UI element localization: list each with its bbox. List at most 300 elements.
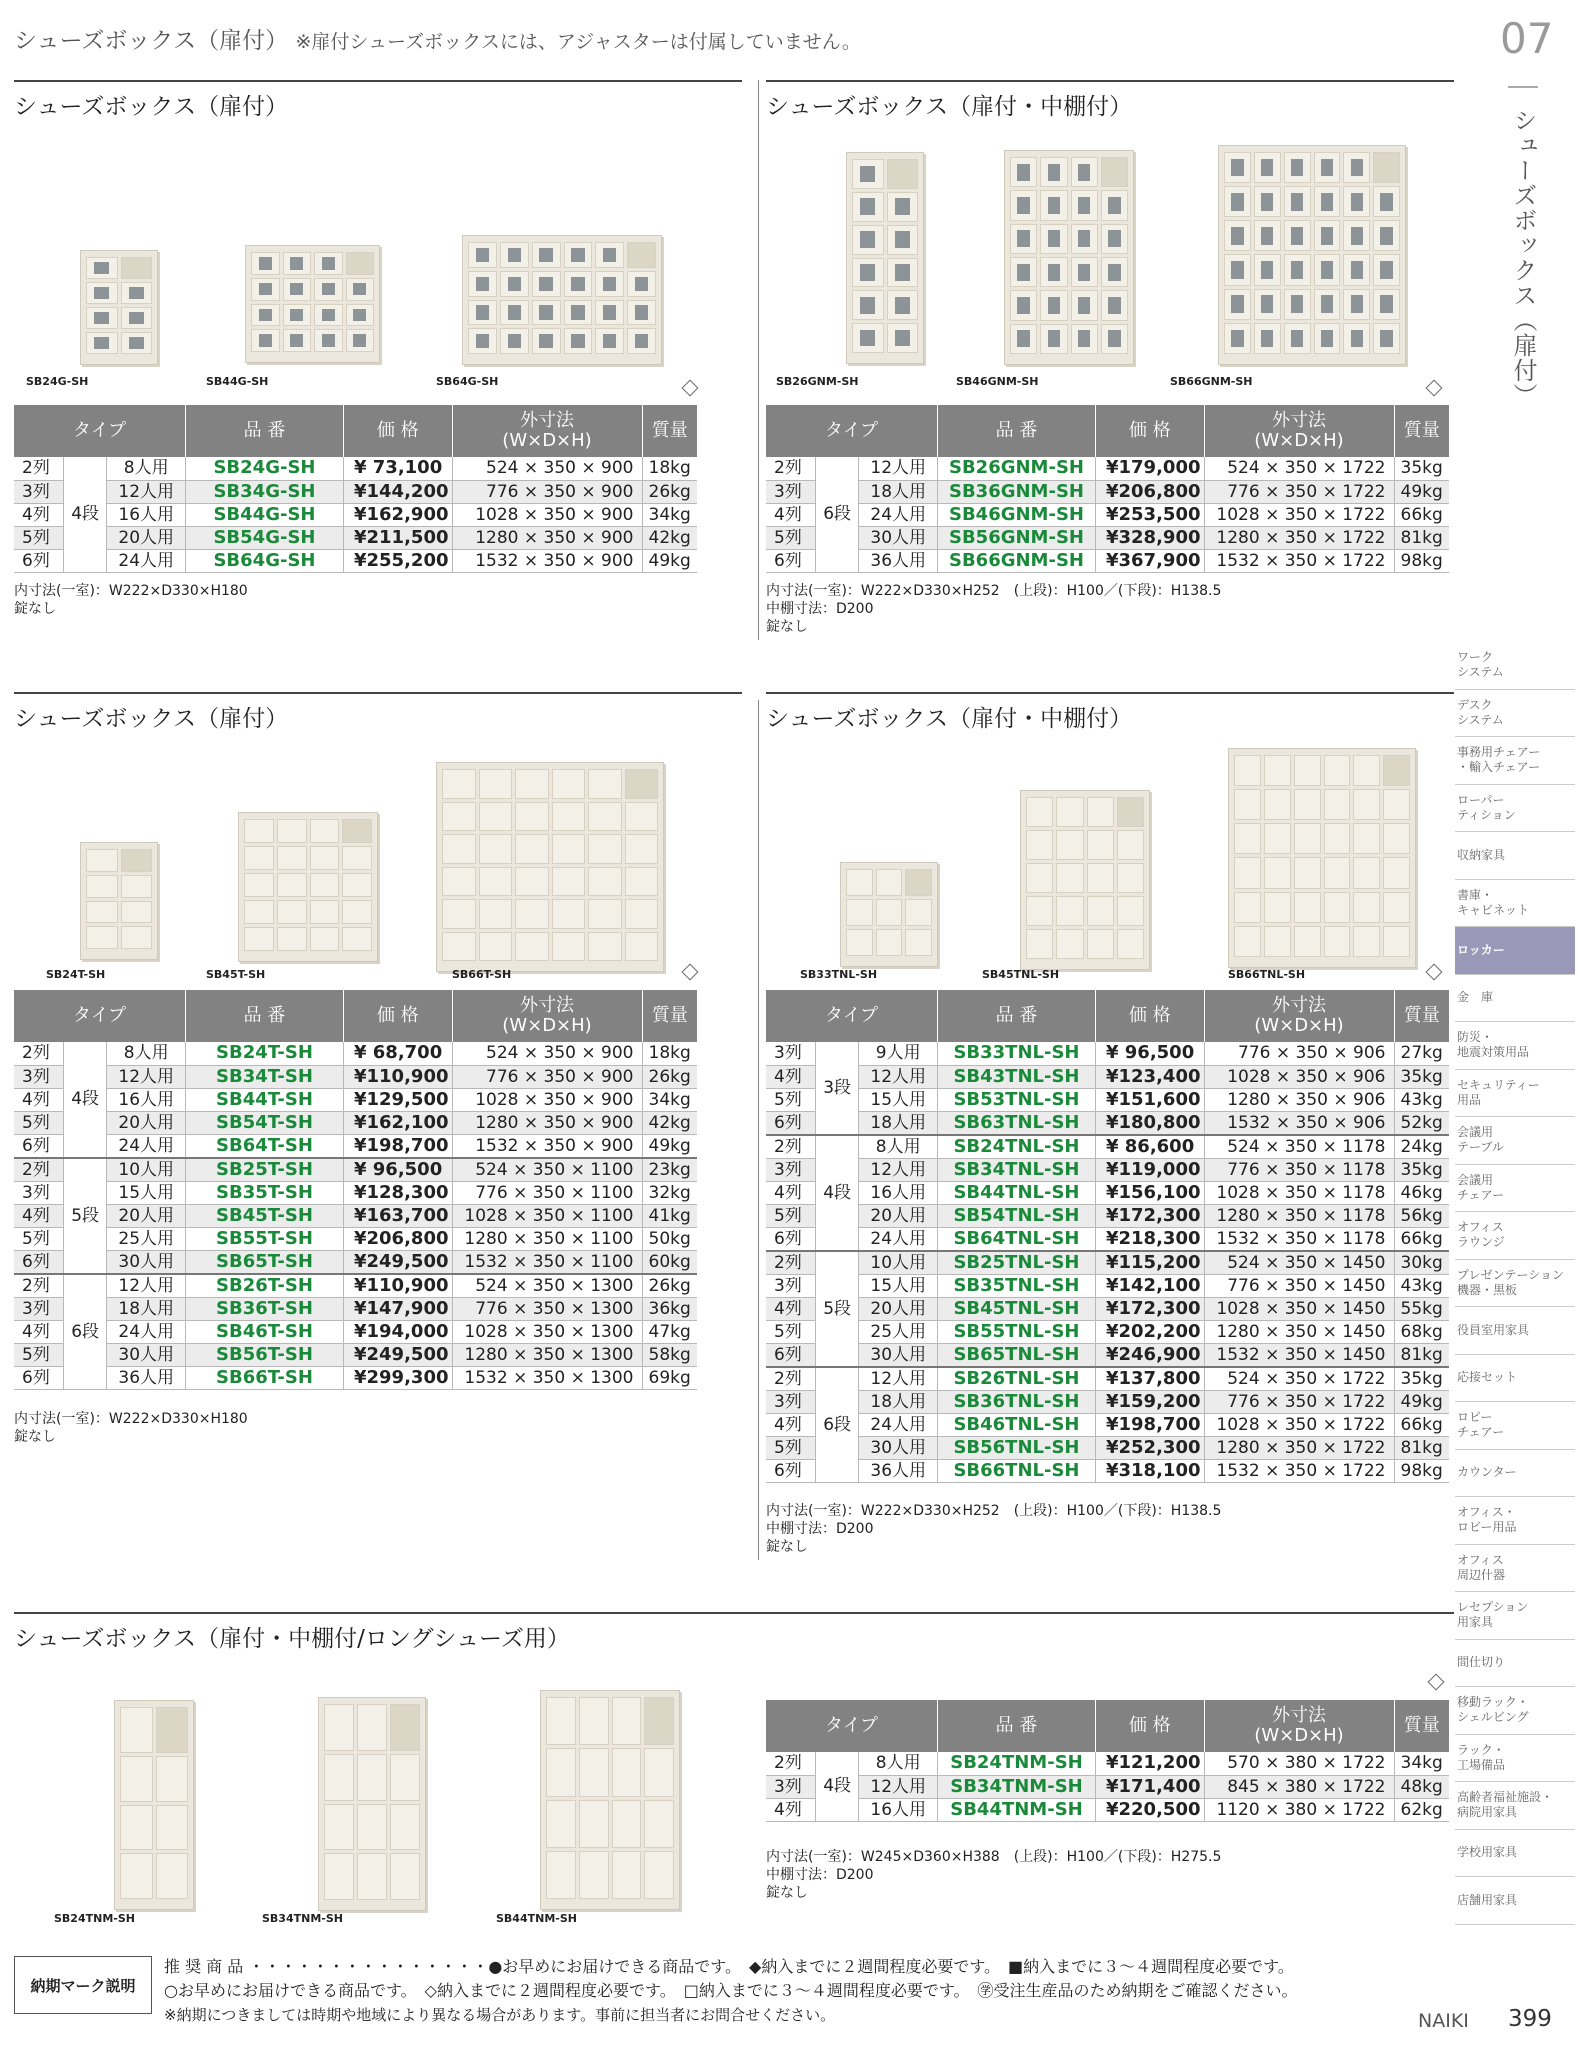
cabinet-door [251,252,280,275]
cabinet-door [310,873,340,897]
cabinet-door [1383,755,1410,786]
cabinet-door [1087,896,1114,926]
cabinet-door [346,278,375,301]
cell-capacity: 24人用 [107,1320,186,1343]
cabinet-door [1101,290,1128,320]
cabinet-door [1040,157,1067,187]
cell-dimensions: 1120 × 380 × 1722 [1204,1798,1394,1821]
cabinet-door [1071,324,1098,354]
table-row [766,1436,1449,1459]
cabinet-door [625,899,659,929]
product-image-sb24t [80,842,158,960]
cell-price: ¥151,600 [1095,1088,1204,1111]
section-title: シューズボックス（扉付） [14,706,289,732]
spec-notes [766,1848,1221,1902]
cabinet-door [515,802,549,832]
cell-columns: 4列 [766,1181,815,1204]
cell-columns: 6列 [14,1134,63,1158]
cabinet-door [1026,896,1053,926]
cell-dimensions: 524 × 350 × 1300 [452,1274,642,1298]
cabinet-door [86,875,118,898]
column-divider [758,700,759,1560]
cabinet-door [1324,892,1351,923]
cabinet-door [500,300,529,326]
delivery-mark-icon [1426,964,1443,981]
cabinet-door [1373,152,1400,183]
cell-mass: 58kg [642,1343,697,1366]
section-title: シューズボックス（扉付・中棚付） [766,706,1133,732]
cabinet-door [612,1800,642,1848]
cabinet-door [479,769,513,799]
cabinet-door [479,899,513,929]
brand-name: NAIKI [1418,2010,1469,2032]
sidebar-item-label: ラック・ 工場備品 [1457,1742,1506,1772]
table-row [766,1297,1449,1320]
sidebar-item-label: レセプション 用家具 [1457,1600,1529,1630]
product-label: SB45T-SH [206,968,266,981]
sidebar-item[interactable] [1455,832,1575,880]
product-label: SB66GNM-SH [1170,375,1253,388]
cabinet-door [1026,797,1053,827]
cabinet-door [876,899,903,926]
cabinet-door [1234,892,1261,923]
cabinet-door [1284,254,1311,285]
dims-sublabel: (W×D×H) [502,1015,592,1036]
cell-columns: 2列 [766,457,815,480]
cell-price: ¥218,300 [1095,1227,1204,1251]
cell-dimensions: 524 × 350 × 1450 [1204,1251,1394,1275]
cabinet-door [1101,257,1128,287]
cell-mass: 49kg [642,1134,697,1158]
cabinet-door [846,869,873,896]
cabinet-door [1224,186,1251,217]
col-header-price: 価 格 [343,990,452,1042]
cabinet-door [887,225,919,255]
cabinet-door [1071,257,1098,287]
table-row [14,1181,697,1204]
cell-mass: 35kg [1394,1367,1449,1391]
cell-dimensions: 1028 × 350 × 1722 [1204,1413,1394,1436]
cabinet-door-grid [846,869,932,956]
cell-product-code: SB24G-SH [185,457,343,480]
cabinet-door [1040,290,1067,320]
sidebar-item-label: セキュリティー 用品 [1457,1077,1540,1107]
table-row [14,480,697,503]
cell-price: ¥211,500 [343,526,452,549]
sidebar-item-label: オフィス 周辺什器 [1457,1552,1506,1582]
sidebar-item[interactable] [1455,1450,1575,1498]
cell-price: ¥156,100 [1095,1181,1204,1204]
sidebar-item[interactable] [1455,1592,1575,1640]
section-title: シューズボックス（扉付・中棚付） [766,94,1133,120]
cell-columns: 5列 [766,1320,815,1343]
cabinet-door [1343,220,1370,251]
cell-price: ¥246,900 [1095,1343,1204,1367]
cell-columns: 2列 [766,1752,815,1775]
chapter-divider [1508,86,1538,88]
cabinet-door-grid [546,1697,674,1899]
cabinet-door [244,927,274,951]
table-row [766,1065,1449,1088]
cell-capacity: 24人用 [859,1227,938,1251]
product-image-sb66gnm [1218,145,1406,365]
cabinet-door [310,846,340,870]
cabinet-door [852,258,884,288]
cabinet-door [468,328,497,354]
cell-dimensions: 524 × 350 × 1722 [1204,1367,1394,1391]
cell-price: ¥ 68,700 [343,1042,452,1065]
cell-columns: 4列 [766,1065,815,1088]
cell-mass: 18kg [642,457,697,480]
cabinet-door [1314,220,1341,251]
cell-mass: 27kg [1394,1042,1449,1065]
cabinet-door [532,242,561,268]
cell-columns: 2列 [14,457,63,480]
note-line: 錠なし [766,1885,808,1901]
spec-notes [766,582,1221,636]
note-line: 内寸法(一室)：W222×D330×H252 (上段)：H100／(下段)：H138.5 [766,583,1222,599]
cell-columns: 6列 [14,1366,63,1389]
cabinet-door [1373,254,1400,285]
sidebar-item[interactable] [1455,1165,1575,1213]
cabinet-door [442,899,476,929]
sidebar-item-label: 高齢者福祉施設・ 病院用家具 [1457,1790,1554,1820]
col-header-code: 品 番 [185,405,343,457]
cabinet-door [1040,324,1067,354]
cell-capacity: 8人用 [859,1135,938,1159]
cell-columns: 5列 [14,1227,63,1250]
cell-product-code: SB64T-SH [185,1134,343,1158]
cabinet-door [314,304,343,327]
sidebar-item[interactable] [1455,1212,1575,1260]
cabinet-door [852,323,884,353]
col-header-dims [1204,405,1394,457]
cell-dimensions: 845 × 380 × 1722 [1204,1775,1394,1798]
cabinet-door [442,834,476,864]
cell-price: ¥142,100 [1095,1274,1204,1297]
cabinet-door [390,1804,420,1851]
cell-dimensions: 1280 × 350 × 1178 [1204,1204,1394,1227]
table-row [14,1204,697,1227]
cabinet-door [1353,789,1380,820]
cabinet-door [579,1697,609,1745]
cell-capacity: 30人用 [107,1250,186,1274]
cabinet-door [1234,857,1261,888]
cell-price: ¥110,900 [343,1274,452,1298]
sidebar-item[interactable] [1455,785,1575,833]
table-row [766,1204,1449,1227]
cell-mass: 68kg [1394,1320,1449,1343]
cabinet-door [887,323,919,353]
sidebar-item[interactable] [1455,1830,1575,1878]
col-header-dims [452,405,642,457]
cell-columns: 4列 [766,503,815,526]
cell-capacity: 30人用 [859,526,938,549]
cabinet-door [1254,152,1281,183]
cell-product-code: SB54TNL-SH [937,1204,1095,1227]
cabinet-door [876,929,903,956]
cell-columns: 5列 [766,1204,815,1227]
cabinet-door [1254,186,1281,217]
cell-stages: 4段 [815,1135,859,1251]
cabinet-door [86,257,118,279]
sidebar-item[interactable] [1455,1355,1575,1403]
cabinet-door-grid [1026,797,1144,959]
sidebar-item[interactable] [1455,737,1575,785]
sidebar-item[interactable] [1455,880,1575,928]
cell-dimensions: 1028 × 350 × 1178 [1204,1181,1394,1204]
dims-label: 外寸法 [520,995,574,1016]
cell-columns: 4列 [14,1088,63,1111]
product-image-sb45t [238,812,378,962]
sidebar-item-label: カウンター [1457,1465,1517,1480]
cell-stages: 3段 [815,1042,859,1135]
cell-dimensions: 1532 × 350 × 1450 [1204,1343,1394,1367]
cabinet-door [86,332,118,354]
cabinet-door [1324,755,1351,786]
cell-capacity: 10人用 [859,1251,938,1275]
cell-capacity: 20人用 [107,1204,186,1227]
sidebar-item[interactable] [1455,1402,1575,1450]
cabinet-door [1314,289,1341,320]
cabinet-door [277,873,307,897]
sidebar-item[interactable] [1455,1782,1575,1830]
sidebar-item[interactable] [1455,1497,1575,1545]
sidebar-item-label: オフィス・ ロビー用品 [1457,1505,1517,1535]
cabinet-door [121,875,153,898]
cabinet-door [1373,323,1400,354]
cell-columns: 6列 [14,1250,63,1274]
cell-capacity: 24人用 [107,549,186,572]
table-row [14,1042,697,1065]
cell-product-code: SB66T-SH [185,1366,343,1389]
cabinet-door [515,932,549,962]
cabinet-door [1343,323,1370,354]
cabinet-door [627,328,656,354]
cabinet-door [1087,830,1114,860]
cell-price: ¥172,300 [1095,1297,1204,1320]
cabinet-door [1373,220,1400,251]
sidebar-item-label: 役員室用家具 [1457,1322,1530,1337]
cabinet-door [500,328,529,354]
dims-label: 外寸法 [520,410,574,431]
cabinet-door [1373,289,1400,320]
col-header-code: 品 番 [937,1700,1095,1752]
cabinet-door [552,802,586,832]
cabinet-door [86,282,118,304]
delivery-legend [14,1950,1454,2022]
sidebar-item-label: ローパー ティション [1457,792,1516,822]
cabinet-door-grid [251,252,374,352]
cabinet-door [532,271,561,297]
cabinet-door [479,867,513,897]
table-row [766,1181,1449,1204]
cabinet-door [342,846,372,870]
cell-capacity: 10人用 [107,1158,186,1182]
legend-note: ※納期につきましては時期や地域により異なる場合があります。事前に担当者にお問合せください。 [164,2006,836,2024]
cabinet-door [1224,220,1251,251]
cabinet-door [1343,289,1370,320]
cell-product-code: SB53TNL-SH [937,1088,1095,1111]
cabinet-door [552,932,586,962]
sidebar-item[interactable] [1455,1307,1575,1355]
cell-capacity: 12人用 [107,480,186,503]
spec-notes [766,1502,1221,1556]
dims-sublabel: (W×D×H) [1254,1725,1344,1746]
product-image-sb34tnm [318,1697,426,1911]
cell-columns: 5列 [14,1111,63,1134]
product-label: SB24T-SH [46,968,106,981]
dims-label: 外寸法 [1272,410,1326,431]
cell-dimensions: 1028 × 350 × 1300 [452,1320,642,1343]
table-row [766,1274,1449,1297]
cabinet-door [86,849,118,872]
cabinet-door-grid [852,159,918,353]
cell-columns: 3列 [14,1297,63,1320]
cabinet-door [1284,323,1311,354]
cabinet-door [1040,224,1067,254]
cell-price: ¥249,500 [343,1250,452,1274]
cell-product-code: SB44TNM-SH [937,1798,1095,1821]
cabinet-door [876,869,903,896]
cabinet-door [479,802,513,832]
note-line: 中棚寸法：D200 [766,1521,874,1537]
table-row [14,1274,697,1298]
sidebar-item[interactable] [1455,1640,1575,1688]
cell-mass: 66kg [1394,1227,1449,1251]
sidebar-item[interactable] [1455,1877,1575,1925]
cell-columns: 3列 [766,1390,815,1413]
sidebar-item[interactable] [1455,1070,1575,1118]
sidebar-item[interactable] [1455,927,1575,975]
cabinet-door [1294,892,1321,923]
cell-product-code: SB24T-SH [185,1042,343,1065]
cell-capacity: 24人用 [859,503,938,526]
cabinet-door [1117,896,1144,926]
cabinet-door [564,271,593,297]
cabinet-door [479,834,513,864]
col-header-type: タイプ [766,405,937,457]
sidebar-item[interactable] [1455,642,1575,690]
cell-capacity: 24人用 [107,1134,186,1158]
cabinet-door [1264,755,1291,786]
cabinet-door [390,1704,420,1751]
sidebar-item-label: ワーク システム [1457,650,1504,680]
cell-columns: 6列 [14,549,63,572]
cabinet-door [612,1748,642,1796]
cell-capacity: 12人用 [107,1274,186,1298]
table-row [766,1343,1449,1367]
cell-mass: 35kg [1394,1158,1449,1181]
cell-product-code: SB55T-SH [185,1227,343,1250]
cell-product-code: SB44T-SH [185,1088,343,1111]
legend-row: 推 奨 商 品 ・・・・・・・・・・・・・・・●お早めにお届けできる商品です。 ◆納入までに２週間程度必要です。 ■納入までに３～４週間程度必要です。 [164,1957,1294,1976]
cell-columns: 5列 [14,1343,63,1366]
cell-dimensions: 1532 × 350 × 1722 [1204,549,1394,572]
cabinet-door [120,1707,153,1753]
cell-product-code: SB36T-SH [185,1297,343,1320]
col-header-mass: 質量 [1394,405,1449,457]
cabinet-door [595,242,624,268]
col-header-mass: 質量 [1394,1700,1449,1752]
cabinet-door [1071,190,1098,220]
cabinet-door [314,329,343,352]
sidebar-item[interactable] [1455,1260,1575,1308]
col-header-dims [452,990,642,1042]
chapter-title: シューズボックス（扉付） [1509,108,1537,408]
page-header [14,22,861,55]
cell-mass: 36kg [642,1297,697,1320]
cabinet-door [1324,789,1351,820]
sidebar-item-label: ロビー チェアー [1457,1410,1505,1440]
product-label: SB44TNM-SH [496,1912,577,1925]
cabinet-door [887,159,919,189]
cell-price: ¥206,800 [1095,480,1204,503]
sidebar-item[interactable] [1455,1545,1575,1593]
spec-table [14,990,697,1390]
product-image-sb66tnl [1228,748,1416,968]
cell-columns: 3列 [766,1042,815,1065]
sidebar-item[interactable] [1455,690,1575,738]
cell-columns: 2列 [14,1274,63,1298]
sidebar-item[interactable] [1455,1117,1575,1165]
cell-dimensions: 1532 × 350 × 906 [1204,1111,1394,1135]
cell-product-code: SB34TNL-SH [937,1158,1095,1181]
cell-dimensions: 1280 × 350 × 900 [452,1111,642,1134]
cell-price: ¥144,200 [343,480,452,503]
cell-product-code: SB24TNM-SH [937,1752,1095,1775]
sidebar-item[interactable] [1455,1735,1575,1783]
delivery-mark-icon [682,964,699,981]
cell-stages: 6段 [815,1367,859,1483]
dims-sublabel: (W×D×H) [502,430,592,451]
cabinet-door [1264,823,1291,854]
dims-label: 外寸法 [1272,1705,1326,1726]
cabinet-door [515,899,549,929]
sidebar-item[interactable] [1455,1687,1575,1735]
cell-columns: 2列 [14,1042,63,1065]
cabinet-door [442,932,476,962]
note-line: 中棚寸法：D200 [766,601,874,617]
cabinet-door [644,1697,674,1745]
cabinet-door [1056,896,1083,926]
sidebar-item-label: 金 庫 [1457,990,1494,1005]
cell-mass: 43kg [1394,1088,1449,1111]
cabinet-door-grid [442,769,658,961]
cabinet-door [120,1853,153,1899]
sidebar-item-label: 収納家具 [1457,847,1506,862]
cell-price: ¥121,200 [1095,1752,1204,1775]
cabinet-door [1353,755,1380,786]
col-header-price: 価 格 [1095,990,1204,1042]
cabinet-door [1026,863,1053,893]
cell-capacity: 36人用 [859,1459,938,1482]
col-header-type: タイプ [766,1700,937,1752]
sidebar-item[interactable] [1455,975,1575,1023]
cell-price: ¥ 96,500 [343,1158,452,1182]
cell-capacity: 18人用 [859,480,938,503]
cell-columns: 3列 [766,480,815,503]
product-image-sb46gnm [1004,150,1134,365]
cabinet-door [1254,289,1281,320]
cell-capacity: 8人用 [859,1752,938,1775]
cell-columns: 5列 [766,1088,815,1111]
cabinet-door [1284,220,1311,251]
cell-price: ¥198,700 [343,1134,452,1158]
cabinet-door [515,867,549,897]
cabinet-door-grid [244,819,372,951]
sidebar-item[interactable] [1455,1022,1575,1070]
